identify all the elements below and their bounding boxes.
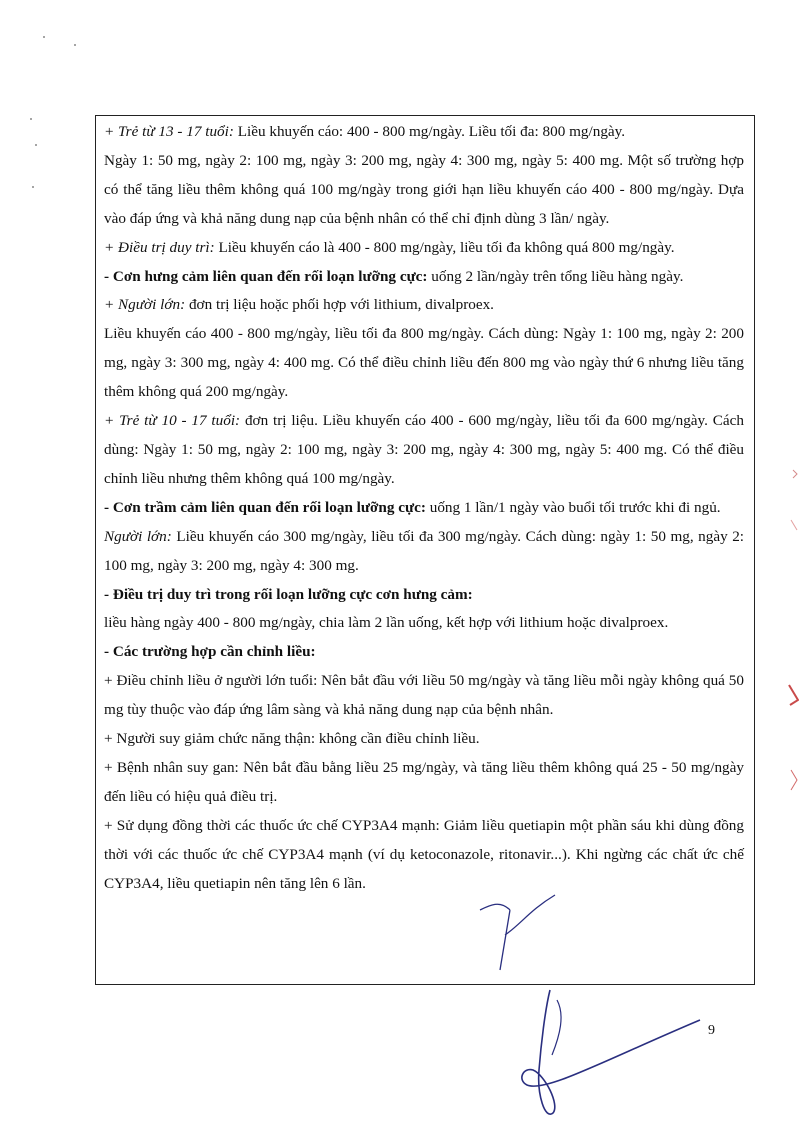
paragraph	[104, 523, 744, 581]
italic-label: + Người lớn:	[104, 296, 186, 314]
scan-speck	[74, 44, 76, 46]
page-number: 9	[708, 1023, 715, 1038]
italic-label: + Trẻ từ 13 - 17 tuổi:	[104, 123, 234, 140]
text-run: đơn trị liệu hoặc phối hợp với lithium, divalproex.	[185, 296, 494, 314]
text-run: Liều khuyến cáo: 400 - 800 mg/ngày. Liều tối đa: 800 mg/ngày.	[233, 123, 626, 140]
scan-speck	[35, 144, 37, 146]
scan-speck	[32, 186, 34, 188]
text-run: + Sử dụng đồng thời các thuốc ức chế CYP3A4 mạnh: Giảm liều quetiapin một phần sáu khi dùng đồng thời với các thuốc ức chế CYP3A4 mạnh (ví dụ ketoconazole, ritonavir...). Khi ngừng các chất ức chế CYP3A4, liều quetiapin nên tăng lên 6 lần.	[104, 816, 744, 892]
text-run: đơn trị liệu. Liều khuyến cáo 400 - 600 mg/ngày, liều tối đa 600 mg/ngày. Cách dùng: Ngày 1: 50 mg, ngày 2: 100 mg, ngày 3: 200 mg, ngày 4: 300 mg, ngày 5: 400 mg. Có thể điều chỉnh liều nhưng thêm không quá 100 mg/ngày.	[104, 412, 744, 487]
text-run: Ngày 1: 50 mg, ngày 2: 100 mg, ngày 3: 200 mg, ngày 4: 300 mg, ngày 5: 400 mg. Một số trường hợp có thể tăng liều thêm không quá 100 mg/ngày trong giới hạn liều khuyến cáo 400 - 800 mg/ngày. Dựa vào đáp ứng và khả năng dung nạp của bệnh nhân có thể chỉ định dùng 3 lần/ ngày.	[104, 151, 744, 227]
italic-label: + Trẻ từ 10 - 17 tuổi:	[104, 412, 241, 430]
paragraph	[104, 291, 744, 320]
document-body	[104, 118, 744, 898]
paragraph	[104, 118, 744, 147]
italic-label: Người lớn:	[104, 527, 172, 545]
text-run: + Người suy giảm chức năng thận: không cần điều chỉnh liều.	[104, 730, 480, 748]
paragraph	[104, 320, 744, 407]
bold-heading: - Điều trị duy trì trong rối loạn lưỡng cực cơn hưng cảm:	[104, 585, 473, 603]
paragraph	[104, 494, 744, 523]
paragraph	[104, 407, 744, 494]
initials-mark	[470, 890, 580, 980]
edge-stamp-marks	[779, 450, 799, 850]
paragraph	[104, 581, 744, 610]
bold-heading: - Các trường hợp cần chỉnh liều:	[104, 643, 316, 661]
bold-heading: - Cơn trầm cảm liên quan đến rối loạn lưỡng cực:	[104, 498, 426, 516]
paragraph	[104, 147, 744, 234]
paragraph	[104, 667, 744, 725]
paragraph	[104, 234, 744, 263]
paragraph	[104, 812, 744, 899]
text-run: Liều khuyến cáo 400 - 800 mg/ngày, liều tối đa 800 mg/ngày. Cách dùng: Ngày 1: 100 mg, ngày 2: 200 mg, ngày 3: 300 mg, ngày 4: 400 mg. Có thể điều chỉnh liều đến 800 mg vào ngày thứ 6 nhưng liều tăng thêm không quá 200 mg/ngày.	[104, 325, 744, 401]
paragraph	[104, 754, 744, 812]
text-run: Liều khuyến cáo 300 mg/ngày, liều tối đa 300 mg/ngày. Cách dùng: ngày 1: 50 mg, ngày 2: 100 mg, ngày 3: 200 mg, ngày 4: 300 mg.	[104, 527, 745, 574]
text-run: + Điều chỉnh liều ở người lớn tuổi: Nên bắt đầu với liều 50 mg/ngày và tăng liều mỗi ngày không quá 50 mg tùy thuộc vào đáp ứng lâm sàng và khả năng dung nạp của bệnh nhân.	[104, 672, 744, 719]
bold-heading: - Cơn hưng cảm liên quan đến rối loạn lưỡng cực:	[104, 267, 428, 285]
text-run: liều hàng ngày 400 - 800 mg/ngày, chia làm 2 lần uống, kết hợp với lithium hoặc divalproex.	[104, 614, 669, 632]
text-run: uống 1 lần/1 ngày vào buổi tối trước khi đi ngủ.	[425, 498, 721, 516]
paragraph	[104, 263, 744, 292]
paragraph	[104, 725, 744, 754]
italic-label: + Điều trị duy trì:	[104, 238, 215, 256]
scan-speck	[30, 118, 32, 120]
text-run: uống 2 lần/ngày trên tổng liều hàng ngày.	[427, 267, 684, 285]
scan-speck	[43, 36, 45, 38]
text-run: + Bệnh nhân suy gan: Nên bắt đầu bằng liều 25 mg/ngày, và tăng liều thêm không quá 25 - 50 mg/ngày đến liều có hiệu quả điều trị.	[104, 758, 744, 805]
paragraph	[104, 609, 744, 638]
text-run: Liều khuyến cáo là 400 - 800 mg/ngày, liều tối đa không quá 800 mg/ngày.	[214, 238, 675, 256]
signature	[505, 975, 715, 1125]
paragraph	[104, 638, 744, 667]
